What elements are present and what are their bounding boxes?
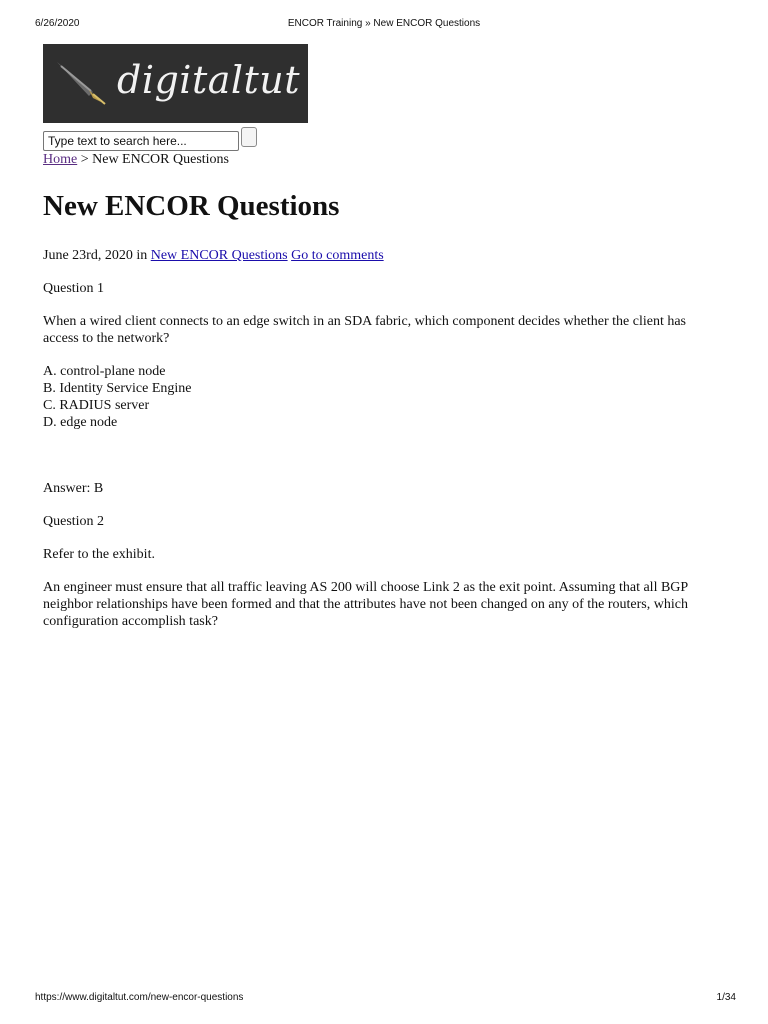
option-b: B. Identity Service Engine: [43, 381, 192, 396]
breadcrumb-current: New ENCOR Questions: [92, 152, 230, 167]
site-logo[interactable]: [43, 44, 308, 123]
comments-link[interactable]: Go to comments: [291, 248, 384, 263]
breadcrumb: [43, 152, 229, 168]
question-label: Question 1: [43, 281, 105, 296]
option-d: D. edge node: [43, 415, 118, 430]
print-footer: [0, 992, 768, 1006]
breadcrumb-home-link[interactable]: Home: [43, 152, 78, 167]
category-link[interactable]: New ENCOR Questions: [150, 248, 288, 263]
page-title: New ENCOR Questions: [43, 190, 340, 222]
option-a: A. control-plane node: [43, 364, 166, 379]
search-input[interactable]: [43, 131, 239, 151]
post-meta: [43, 247, 723, 264]
post-content: [43, 247, 723, 646]
page-number: 1/34: [716, 992, 736, 1003]
post-in-word: in: [136, 248, 148, 263]
post-date: June 23rd, 2020: [43, 248, 133, 263]
question-text: An engineer must ensure that all traffic leaving AS 200 will choose Link 2 as the exit point. Assuming that all BGP neighbor relationships have been formed and that the attributes have not been changed on any of the routers, which configuration accomplish task?: [43, 580, 688, 629]
answer: Answer: B: [43, 481, 104, 496]
question-intro: Refer to the exhibit.: [43, 547, 155, 562]
breadcrumb-separator: >: [80, 152, 89, 167]
question-options: [43, 363, 723, 431]
print-date: 6/26/2020: [35, 18, 80, 29]
logo-text: digitaltut: [117, 58, 301, 102]
question-label: Question 2: [43, 514, 105, 529]
print-title: ENCOR Training » New ENCOR Questions: [287, 18, 481, 29]
fountain-pen-icon: [53, 58, 113, 108]
question-text: When a wired client connects to an edge switch in an SDA fabric, which component decides whether the client has access to the network?: [43, 314, 687, 346]
spacer: [43, 447, 723, 480]
option-c: C. RADIUS server: [43, 398, 150, 413]
print-url: https://www.digitaltut.com/new-encor-questions: [35, 992, 244, 1003]
print-header: [0, 18, 768, 32]
search-button[interactable]: [241, 127, 257, 147]
